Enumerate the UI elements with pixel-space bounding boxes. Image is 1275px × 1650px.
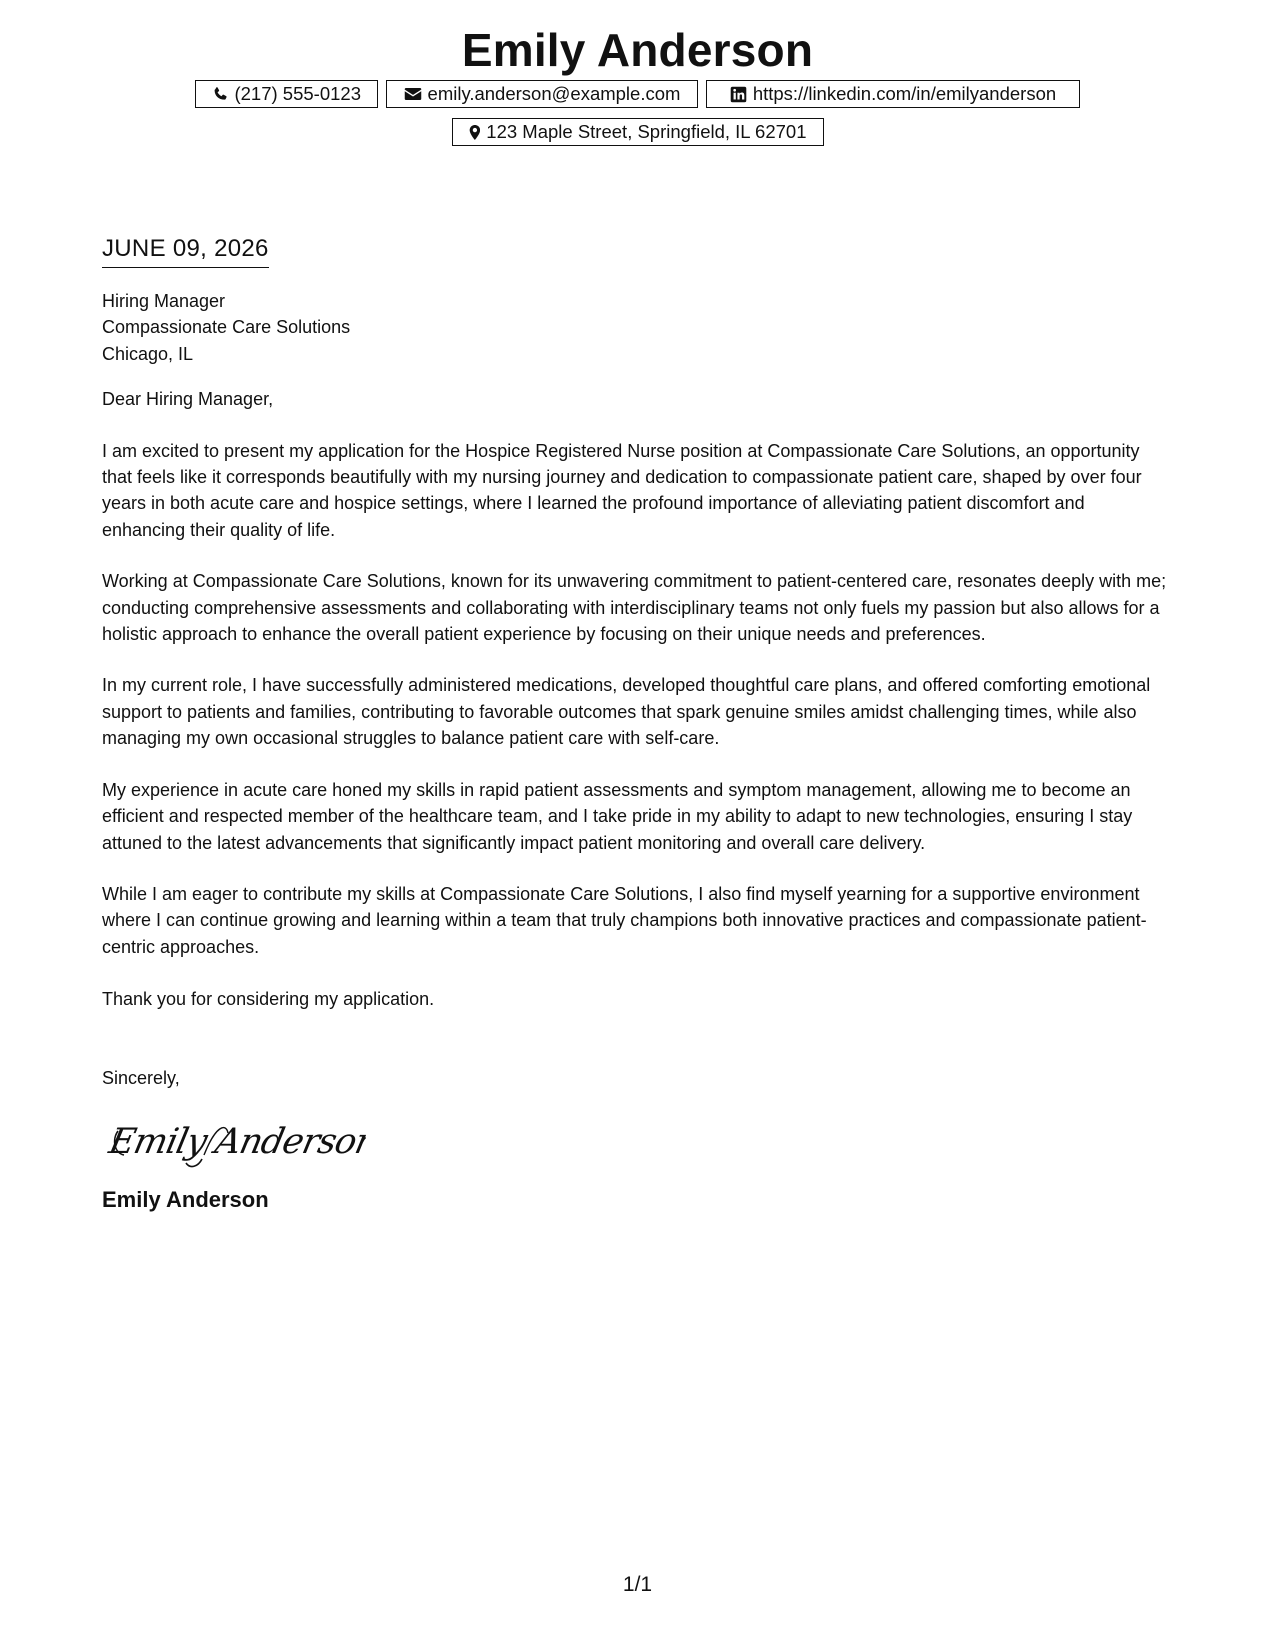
letter-date: JUNE 09, 2026 (102, 232, 269, 268)
applicant-name: Emily Anderson (461, 24, 814, 76)
address-chip (452, 118, 824, 146)
paragraph: I am excited to present my application for the Hospice Registered Nurse position at Compassionate Care Solutions, an opportunity that feels like it corresponds beautifully with my nursing journey and dedication to compassionate patient care, shaped by over four years in both acute care and hospice settings, where I learned the profound importance of alleviating patient discomfort and enhancing their quality of life. (102, 440, 1142, 540)
paragraph: My experience in acute care honed my skills in rapid patient assessments and symptom management, allowing me to become an efficient and respected member of the healthcare team, and I take pride in my ability to adapt to new technologies, ensuring I stay attuned to the latest advancements that significantly impact patient monitoring and overall care delivery. (102, 779, 1133, 853)
linkedin-chip[interactable] (706, 80, 1080, 108)
address-text: 123 Maple Street, Springfield, IL 62701 (486, 121, 807, 142)
svg-text:Emily Anderson: Emily Anderson (106, 1121, 366, 1162)
recipient-company: Compassionate Care Solutions (102, 317, 351, 338)
handwritten-signature (106, 1113, 1172, 1173)
email-chip[interactable] (386, 80, 698, 108)
contact-row-2 (0, 118, 1275, 146)
salutation: Dear Hiring Manager, (102, 389, 274, 410)
linkedin-text[interactable]: https://linkedin.com/in/emilyanderson (752, 83, 1057, 104)
contact-row-1 (0, 80, 1275, 108)
phone-chip (195, 80, 378, 108)
paragraph: In my current role, I have successfully administered medications, developed thoughtful care plans, and offered comforting emotional support to patients and families, contributing to favorable outcomes that spark genuine smiles amidst challenging times, while also managing my own occasional struggles to balance patient care with self-care. (102, 675, 1151, 749)
phone-text: (217) 555-0123 (234, 83, 361, 104)
linkedin-icon (730, 86, 747, 103)
paragraph: Working at Compassionate Care Solutions, known for its unwavering commitment to patient-centered care, resonates deeply with me; conducting comprehensive assessments and collaborating with interdisciplinary teams not only fuels my passion but also allows for a holistic approach to enhance the overall patient experience by focusing on their unique needs and preferences. (102, 571, 1167, 645)
map-marker-icon (469, 123, 481, 142)
email-text[interactable]: emily.anderson@example.com (427, 83, 681, 104)
closing-line: Sincerely, (102, 1067, 180, 1088)
envelope-icon (404, 86, 422, 102)
page-number: 1/1 (622, 1573, 653, 1596)
paragraph: While I am eager to contribute my skills at Compassionate Care Solutions, I also find myself yearning for a supportive environment where I can continue growing and learning within a team that truly champions both innovative practices and compassionate patient-centric approaches. (102, 883, 1147, 957)
letter-body (102, 232, 1172, 1215)
phone-icon (212, 85, 228, 103)
thanks-line: Thank you for considering my application. (102, 989, 435, 1010)
recipient-location: Chicago, IL (102, 343, 194, 364)
signed-name: Emily Anderson (102, 1186, 269, 1212)
recipient-block (102, 288, 1172, 367)
recipient-title: Hiring Manager (102, 291, 226, 311)
